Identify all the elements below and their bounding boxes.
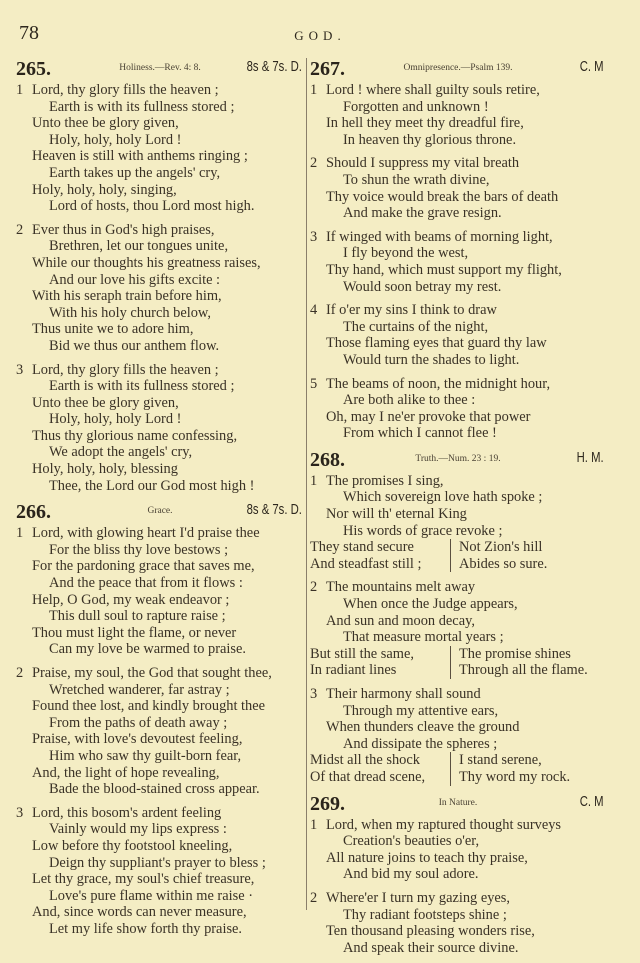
verse-line: Would soon betray my rest. xyxy=(343,278,502,295)
verse-line: The mountains melt away xyxy=(326,579,476,596)
page-number: 78 xyxy=(19,22,39,44)
verse-line: The curtains of the night, xyxy=(343,318,489,335)
stanza xyxy=(310,890,606,956)
verse-line: Heaven is still with anthems ringing ; xyxy=(32,148,248,165)
hymn-header xyxy=(16,501,304,523)
verse-line: To shun the wrath divine, xyxy=(343,171,490,188)
hymn-meter: H. M. xyxy=(576,449,604,466)
split-verse-row xyxy=(310,646,606,663)
verse-line: Unto thee be glory given, xyxy=(32,394,179,411)
verse-line: With his seraph train before him, xyxy=(32,288,222,305)
hymn-meter: C. M xyxy=(580,793,604,810)
verse-line: Through my attentive ears, xyxy=(343,702,499,719)
verse-line: Thus thy glorious name confessing, xyxy=(32,427,238,444)
stanza-number: 2 xyxy=(310,579,318,596)
split-verse-right: Through all the flame. xyxy=(459,662,588,679)
hymn-meter: 8s & 7s. D. xyxy=(246,502,302,519)
hymn-number: 266. xyxy=(16,501,51,524)
hymn xyxy=(16,58,304,494)
split-verse-left: And steadfast still ; xyxy=(310,555,422,572)
verse-line: Where'er I turn my gazing eyes, xyxy=(326,889,510,906)
stanza-number: 3 xyxy=(16,361,24,378)
stanza xyxy=(310,579,606,679)
split-verse-left: In radiant lines xyxy=(310,662,397,679)
stanza xyxy=(310,686,606,786)
verse-line: Thou must light the flame, or never xyxy=(32,624,237,641)
verse-line: Earth takes up the angels' cry, xyxy=(49,164,221,181)
verse-line: Love's pure flame within me raise · xyxy=(49,887,253,904)
right-column xyxy=(310,58,606,963)
verse-line: When once the Judge appears, xyxy=(343,596,518,613)
hymn-topic: Grace. xyxy=(147,506,173,517)
verse-line: Thy radiant footsteps shine ; xyxy=(343,906,507,923)
verse-line: Those flaming eyes that guard thy law xyxy=(326,335,547,352)
brace-divider xyxy=(450,646,451,663)
verse-line: Thus unite we to adore him, xyxy=(32,321,194,338)
verse-line: And speak their source divine. xyxy=(343,939,519,956)
verse-line: Bade the blood-stained cross appear. xyxy=(49,781,260,798)
verse-line: Oh, may I ne'er provoke that power xyxy=(326,408,531,425)
verse-line: Low before thy footstool kneeling, xyxy=(32,837,233,854)
stanza xyxy=(16,805,304,938)
verse-line: We adopt the angels' cry, xyxy=(49,444,193,461)
brace-divider xyxy=(450,769,451,786)
verse-line: The promises I sing, xyxy=(326,472,444,489)
stanza-number: 1 xyxy=(16,82,24,98)
verse-line: All nature joins to teach thy praise, xyxy=(326,849,528,866)
verse-line: From the paths of death away ; xyxy=(49,714,228,731)
stanza xyxy=(16,362,304,495)
verse-line: Lord, this bosom's ardent feeling xyxy=(32,804,222,821)
hymn-header xyxy=(310,793,606,815)
verse-line: If o'er my sins I think to draw xyxy=(326,302,497,319)
hymn-topic: Holiness.—Rev. 4: 8. xyxy=(119,63,201,73)
stanza-number: 3 xyxy=(310,228,318,245)
stanza-number: 2 xyxy=(310,155,318,172)
verse-line: Praise, my soul, the God that sought thee, xyxy=(32,665,272,681)
stanza xyxy=(16,82,304,215)
split-verse-right: Not Zion's hill xyxy=(459,539,543,556)
verse-line: Holy, holy, holy Lord ! xyxy=(49,411,182,428)
split-verse-row xyxy=(310,539,606,556)
hymn-topic: Omnipresence.—Psalm 139. xyxy=(403,63,513,73)
verse-line: Brethren, let our tongues unite, xyxy=(49,238,229,255)
brace-divider xyxy=(450,662,451,679)
verse-line: Are both alike to thee : xyxy=(343,392,476,409)
verse-line: From which I cannot flee ! xyxy=(343,425,497,442)
verse-line: In heaven thy glorious throne. xyxy=(343,131,517,148)
hymn-meter: 8s & 7s. D. xyxy=(246,59,302,75)
split-verse-left: Of that dread scene, xyxy=(310,768,426,785)
hymn-number: 268. xyxy=(310,448,345,471)
verse-line: Deign thy suppliant's prayer to bless ; xyxy=(49,854,266,871)
verse-line: Earth is with its fullness stored ; xyxy=(49,98,235,115)
split-verse-row xyxy=(310,769,606,786)
split-verse-row xyxy=(310,662,606,679)
verse-line: And bid my soul adore. xyxy=(343,866,479,883)
stanza xyxy=(310,302,606,368)
verse-line: I fly beyond the west, xyxy=(343,245,469,262)
stanza-number: 1 xyxy=(310,82,318,98)
split-verse-left: But still the same, xyxy=(310,645,414,662)
verse-line: With his holy church below, xyxy=(49,304,211,321)
verse-line: Help, O God, my weak endeavor ; xyxy=(32,591,230,608)
verse-line: For the pardoning grace that saves me, xyxy=(32,558,255,575)
stanza xyxy=(310,473,606,573)
verse-line: Wretched wanderer, far astray ; xyxy=(49,681,230,698)
stanza xyxy=(310,82,606,148)
hymn-header xyxy=(310,58,606,80)
verse-line: And, the light of hope revealing, xyxy=(32,764,220,781)
hymn-header xyxy=(310,449,606,471)
split-verse-row xyxy=(310,752,606,769)
column-divider xyxy=(306,58,307,910)
stanza-number: 4 xyxy=(310,302,318,319)
verse-line: Ever thus in God's high praises, xyxy=(32,221,215,238)
verse-line: Lord, with glowing heart I'd praise thee xyxy=(32,525,260,542)
brace-divider xyxy=(450,556,451,573)
verse-line: When thunders cleave the ground xyxy=(326,719,520,736)
stanza xyxy=(310,376,606,442)
hymn-meter: C. M xyxy=(580,59,604,75)
split-verse-left: Midst all the shock xyxy=(310,752,420,769)
verse-line: Vainly would my lips express : xyxy=(49,821,227,838)
verse-line: Lord, when my raptured thought surveys xyxy=(326,816,562,833)
hymn-header xyxy=(16,58,304,80)
verse-line: Thy voice would break the bars of death xyxy=(326,188,559,205)
verse-line: Thee, the Lord our God most high ! xyxy=(49,477,255,494)
verse-line: Holy, holy, holy, blessing xyxy=(32,461,178,478)
stanza-number: 2 xyxy=(16,665,24,681)
brace-divider xyxy=(450,539,451,556)
verse-line: Nor will th' eternal King xyxy=(326,506,467,523)
verse-line: Let thy grace, my soul's chief treasure, xyxy=(32,871,255,888)
stanza xyxy=(16,525,304,658)
stanza-number: 1 xyxy=(16,525,24,542)
stanza-number: 2 xyxy=(310,889,318,906)
hymn-topic: In Nature. xyxy=(438,797,478,808)
left-column xyxy=(16,58,304,945)
split-verse-left: They stand secure xyxy=(310,539,414,556)
verse-line: Holy, holy, holy Lord ! xyxy=(49,131,182,148)
verse-line: Can my love be warmed to praise. xyxy=(49,641,247,658)
stanza xyxy=(310,155,606,221)
verse-line: Lord of hosts, thou Lord most high. xyxy=(49,198,255,215)
stanza xyxy=(16,665,304,798)
verse-line: Found thee lost, and kindly brought thee xyxy=(32,698,266,715)
verse-line: This dull soul to rapture raise ; xyxy=(49,608,226,625)
verse-line: And the peace that from it flows : xyxy=(49,575,243,592)
stanza-number: 1 xyxy=(310,816,318,833)
hymn-topic: Truth.—Num. 23 : 19. xyxy=(415,453,501,464)
verse-line: Would turn the shades to light. xyxy=(343,351,520,368)
hymn xyxy=(310,793,606,957)
split-verse-right: The promise shines xyxy=(459,645,571,662)
verse-line: Forgotten and unknown ! xyxy=(343,98,489,115)
verse-line: Lord, thy glory fills the heaven ; xyxy=(32,82,219,98)
verse-line: Which sovereign love hath spoke ; xyxy=(343,489,543,506)
running-head: GOD. xyxy=(294,28,346,43)
stanza xyxy=(310,817,606,883)
stanza-number: 5 xyxy=(310,375,318,392)
verse-line: And dissipate the spheres ; xyxy=(343,735,498,752)
stanza-number: 3 xyxy=(16,804,24,821)
verse-line: While our thoughts his greatness raises, xyxy=(32,254,261,271)
stanza xyxy=(310,229,606,295)
verse-line: Holy, holy, holy, singing, xyxy=(32,181,177,198)
verse-line: Their harmony shall sound xyxy=(326,686,481,702)
verse-line: And make the grave resign. xyxy=(343,205,502,222)
verse-line: Thy hand, which must support my flight, xyxy=(326,261,562,278)
verse-line: Lord ! where shall guilty souls retire, xyxy=(326,82,540,98)
verse-line: Let my life show forth thy praise. xyxy=(49,920,243,937)
verse-line: Him who saw thy guilt-born fear, xyxy=(49,747,242,764)
split-verse-right: Abides so sure. xyxy=(459,555,548,572)
verse-line: Ten thousand pleasing wonders rise, xyxy=(326,923,535,940)
verse-line: If winged with beams of morning light, xyxy=(326,228,553,245)
stanza-number: 3 xyxy=(310,686,318,702)
verse-line: And, since words can never measure, xyxy=(32,904,247,921)
verse-line: Praise, with love's devoutest feeling, xyxy=(32,731,243,748)
verse-line: That measure mortal years ; xyxy=(343,629,504,646)
verse-line: His words of grace revoke ; xyxy=(343,522,503,539)
verse-line: And sun and moon decay, xyxy=(326,612,475,629)
split-verse-right: I stand serene, xyxy=(459,752,542,769)
verse-line: Should I suppress my vital breath xyxy=(326,155,520,172)
stanza xyxy=(16,222,304,355)
verse-line: Lord, thy glory fills the heaven ; xyxy=(32,361,219,378)
verse-line: Unto thee be glory given, xyxy=(32,115,179,132)
verse-line: Earth is with its fullness stored ; xyxy=(49,378,235,395)
hymn-number: 267. xyxy=(310,58,345,80)
brace-divider xyxy=(450,752,451,769)
stanza-number: 2 xyxy=(16,221,24,238)
split-verse-row xyxy=(310,556,606,573)
split-verse-right: Thy word my rock. xyxy=(459,768,571,785)
hymn xyxy=(310,58,606,442)
hymn xyxy=(310,449,606,786)
verse-line: And our love his gifts excite : xyxy=(49,271,221,288)
hymn-number: 269. xyxy=(310,792,345,815)
stanza-number: 1 xyxy=(310,472,318,489)
verse-line: Bid we thus our anthem flow. xyxy=(49,337,220,354)
verse-line: For the bliss thy love bestows ; xyxy=(49,541,229,558)
verse-line: In hell they meet thy dreadful fire, xyxy=(326,115,524,132)
verse-line: Creation's beauties o'er, xyxy=(343,833,480,850)
hymn xyxy=(16,501,304,937)
verse-line: The beams of noon, the midnight hour, xyxy=(326,375,551,392)
hymn-number: 265. xyxy=(16,58,51,80)
